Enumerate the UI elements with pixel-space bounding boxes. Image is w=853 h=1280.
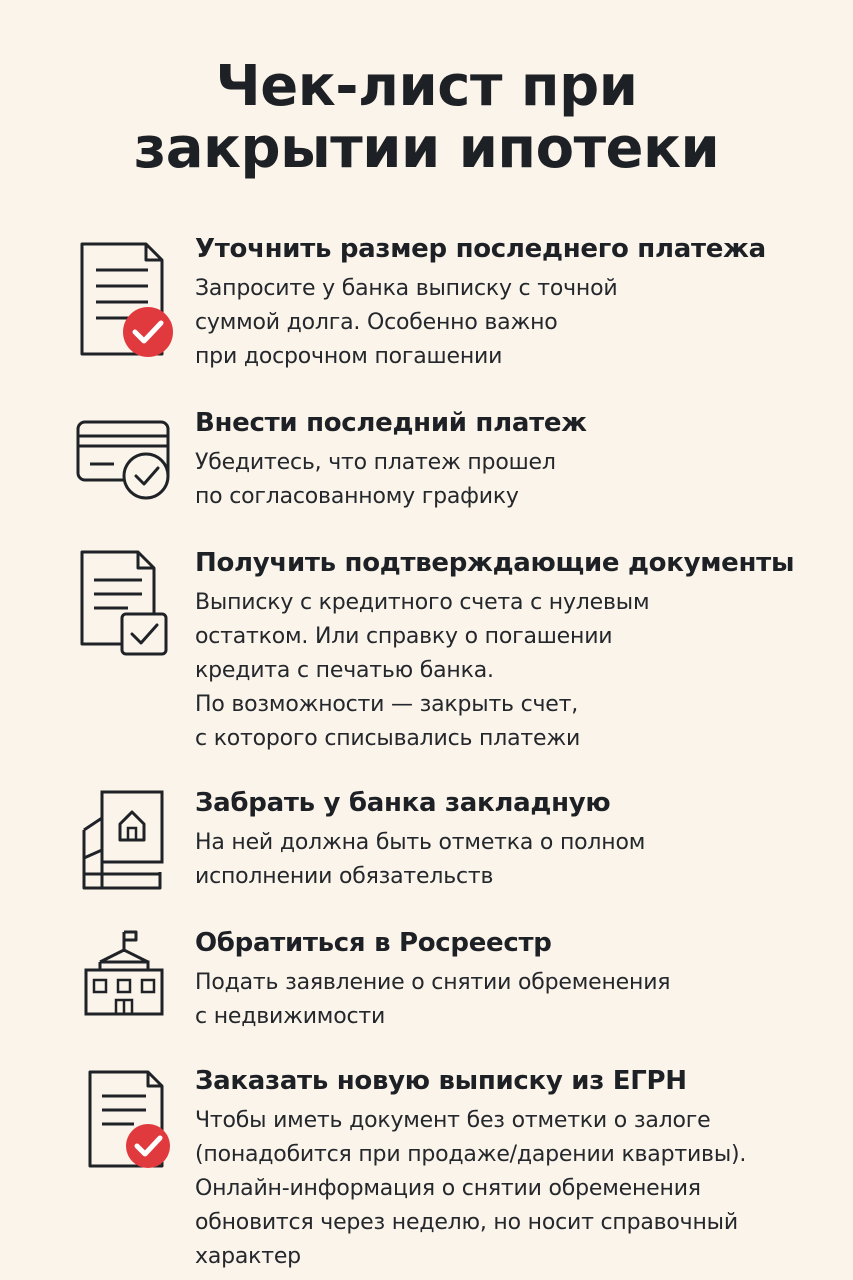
page-title [0, 56, 853, 180]
document-checkbox-icon [72, 548, 182, 668]
description-line: при досрочном погашении [195, 344, 503, 369]
document-check-icon [84, 1068, 194, 1188]
credit-card-check-icon [74, 412, 184, 532]
item-description [195, 966, 845, 1034]
description-line: Запросите у банка выписку с точной [195, 276, 618, 301]
item-description [195, 1104, 845, 1274]
item-heading: Обратиться в Росреестр [195, 928, 552, 958]
description-line: характер [195, 1244, 301, 1269]
item-description [195, 272, 845, 374]
item-description [195, 586, 845, 756]
description-line: кредита с печатью банка. [195, 658, 494, 683]
description-line: исполнении обязательств [195, 864, 494, 889]
description-line: Онлайн-информация о снятии обременения [195, 1176, 701, 1201]
description-line: обновится через неделю, но носит справочный [195, 1210, 738, 1235]
description-line: Выписку с кредитного счета с нулевым [195, 590, 650, 615]
mortgage-deed-icon [72, 788, 182, 908]
government-building-icon [80, 928, 190, 1048]
item-heading: Внести последний платеж [195, 408, 587, 438]
item-heading: Получить подтверждающие документы [195, 548, 795, 578]
item-description [195, 826, 845, 894]
description-line: Подать заявление о снятии обременения [195, 970, 671, 995]
title-line-2: закрытии ипотеки [133, 116, 720, 181]
description-line: суммой долга. Особенно важно [195, 310, 558, 335]
description-line: Убедитесь, что платеж прошел [195, 450, 556, 475]
item-description [195, 446, 845, 514]
description-line: с которого списывались платежи [195, 726, 581, 751]
description-line: Чтобы иметь документ без отметки о залоге [195, 1108, 711, 1133]
document-check-icon [72, 240, 182, 360]
description-line: по согласованному графику [195, 484, 519, 509]
title-line-1: Чек-лист при [215, 54, 638, 119]
description-line: (понадобится при продаже/дарении квартивы). [195, 1142, 747, 1167]
item-heading: Забрать у банка закладную [195, 788, 611, 818]
description-line: На ней должна быть отметка о полном [195, 830, 646, 855]
description-line: остатком. Или справку о погашении [195, 624, 613, 649]
item-heading: Заказать новую выписку из ЕГРН [195, 1066, 687, 1096]
description-line: с недвижимости [195, 1004, 386, 1029]
description-line: По возможности — закрыть счет, [195, 692, 579, 717]
item-heading: Уточнить размер последнего платежа [195, 234, 766, 264]
